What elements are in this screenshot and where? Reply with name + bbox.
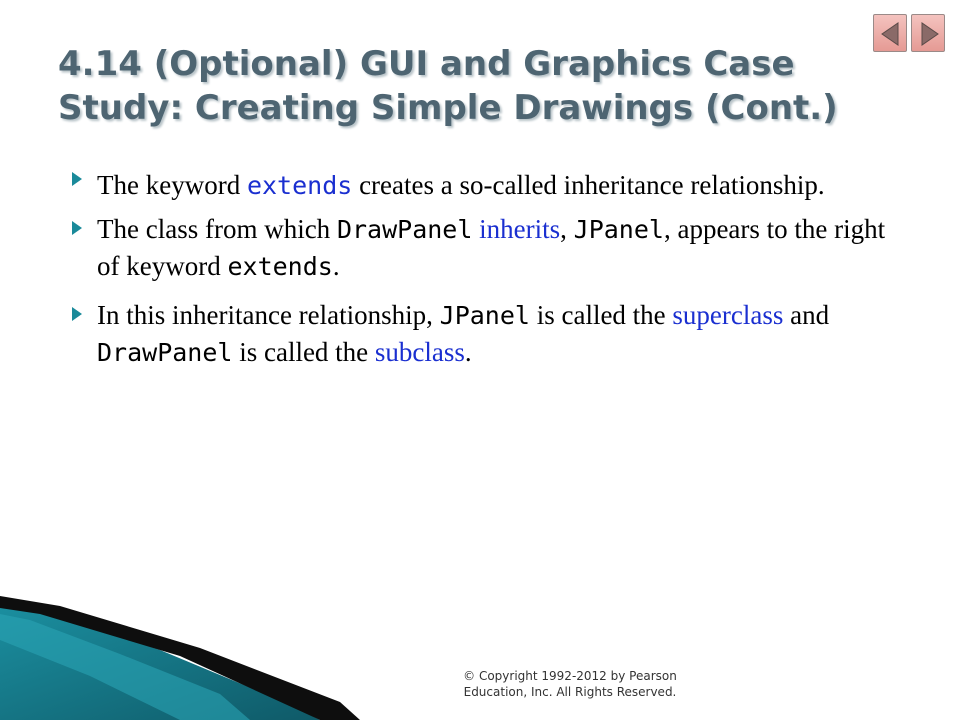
bullet-text: is called the [232,337,375,367]
footer-line-2: Education, Inc. All Rights Reserved. [463,685,677,699]
triangle-left-icon [874,15,908,53]
next-slide-button[interactable] [911,14,945,52]
bullet-text: creates a so-called inheritance relationship. [352,170,825,200]
triangle-bullet-icon [70,304,84,324]
title-line-1: 4.14 (Optional) GUI and Graphics Case [58,44,795,84]
bullet-text: is called the [529,300,673,330]
bullet-text: and [783,300,830,330]
previous-slide-button[interactable] [873,14,907,52]
bullet-list [70,162,900,383]
bullet-item [70,162,900,209]
bullet-text: In this inheritance relationship, [97,300,440,330]
bullet-text: , [560,214,574,244]
bullet-text: The class from which [97,214,337,244]
bullet-text: The keyword [97,170,247,200]
code-keyword: extends [246,171,353,200]
glossary-term: inherits [479,214,561,244]
slide-title [58,42,858,130]
decorative-swoosh [0,590,420,720]
triangle-right-icon [912,15,946,53]
bullet-text: . [464,337,472,367]
code-identifier: JPanel [439,301,530,330]
triangle-bullet-icon [70,218,84,238]
bullet-text: . [332,251,340,281]
bullet-item [70,297,900,371]
triangle-bullet-icon [70,169,84,189]
glossary-term: subclass [374,337,465,367]
copyright-footer [430,668,710,700]
glossary-term: superclass [672,300,784,330]
code-keyword: extends [227,252,333,281]
code-identifier: DrawPanel [336,215,473,244]
code-identifier: DrawPanel [97,338,233,367]
bullet-text: , appears to the right of keyword [97,214,886,281]
footer-line-1: © Copyright 1992-2012 by Pearson [463,669,677,683]
code-identifier: JPanel [573,215,664,244]
bullet-item [70,211,900,285]
title-line-2: Study: Creating Simple Drawings (Cont.) [58,88,838,128]
